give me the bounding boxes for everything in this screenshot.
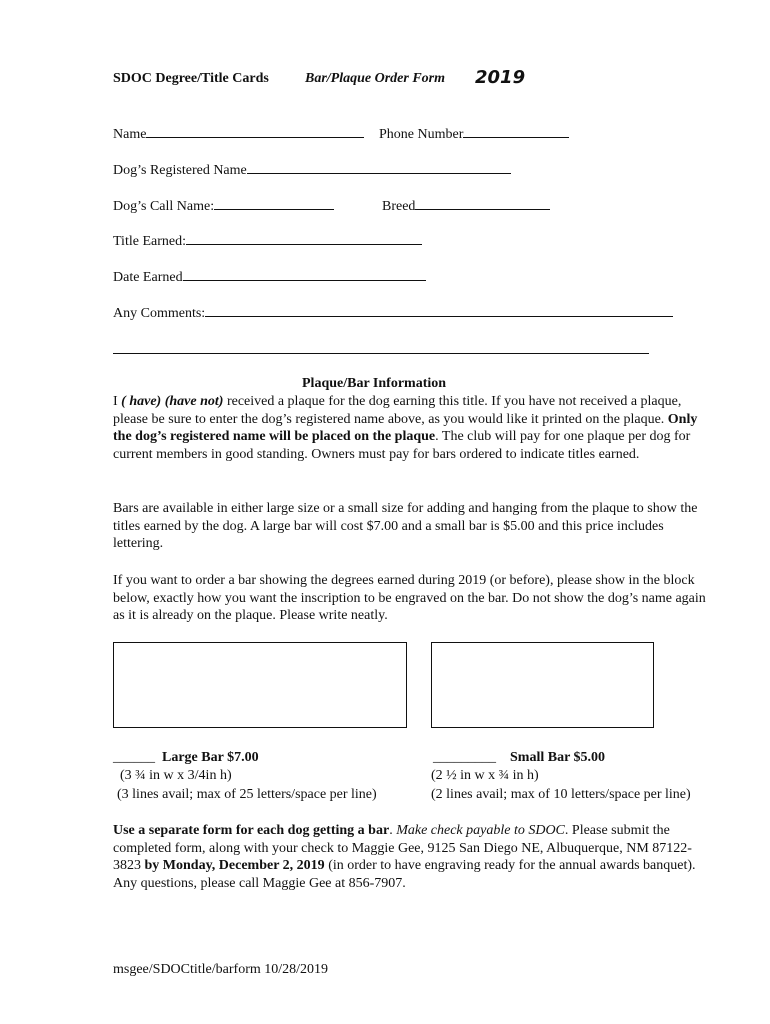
date-earned-label: Date Earned bbox=[113, 270, 183, 285]
call-name-field[interactable] bbox=[214, 198, 334, 210]
breed-row bbox=[382, 198, 550, 215]
comments-field-line-2[interactable] bbox=[113, 353, 649, 354]
registered-name-field[interactable] bbox=[247, 162, 511, 174]
form-year: 2019 bbox=[475, 67, 526, 88]
name-label: Name bbox=[113, 127, 147, 142]
date-earned-field[interactable] bbox=[183, 269, 426, 281]
large-bar-lines: (3 lines avail; max of 25 letters/space per line) bbox=[117, 787, 377, 802]
p1-end: . The club will pay for one plaque per dog for current members in good standing. Owners must pay for bars ordered to indicate titles earned. bbox=[113, 429, 691, 462]
large-bar-size: (3 ¾ in w x 3/4in h) bbox=[120, 768, 232, 783]
closing-bold-2: by Monday, December 2, 2019 bbox=[144, 858, 325, 874]
closing-italic: Make check payable to SDOC bbox=[396, 823, 565, 838]
p1-bold: Only the dog’s registered name will be placed on the plaque bbox=[113, 411, 698, 445]
breed-field[interactable] bbox=[415, 198, 550, 210]
closing-text-1: . Please submit the completed form, along with your check to Maggie Gee, 9125 San Diego NE, Albuquerque, NM 87122-3823 bbox=[113, 823, 692, 874]
name-field[interactable] bbox=[146, 126, 364, 138]
info-paragraph-1 bbox=[113, 393, 708, 463]
comments-row bbox=[113, 305, 673, 322]
phone-row bbox=[379, 126, 569, 143]
small-bar-label: Small Bar $5.00 bbox=[510, 750, 606, 765]
p1-start: I bbox=[113, 394, 122, 409]
large-bar-label: Large Bar $7.00 bbox=[162, 750, 259, 765]
footer-text: msgee/SDOCtitle/barform 10/28/2019 bbox=[113, 962, 329, 977]
comments-label: Any Comments: bbox=[113, 306, 206, 321]
date-earned-row bbox=[113, 269, 426, 286]
p1-mid: received a plaque for the dog earning this title. If you have not received a plaque, please be sure to enter the dog’s registered name above, as you would like it printed on the plaque. bbox=[113, 394, 682, 427]
call-name-row bbox=[113, 198, 334, 215]
call-name-label: Dog’s Call Name: bbox=[113, 199, 215, 214]
breed-label: Breed bbox=[382, 199, 416, 214]
small-bar-row bbox=[433, 750, 605, 766]
closing-bold-1: Use a separate form for each dog getting a bar bbox=[113, 823, 390, 838]
form-title: SDOC Degree/Title Cards bbox=[113, 71, 269, 86]
comments-field[interactable] bbox=[205, 305, 673, 317]
closing-text-2: (in order to have engraving ready for the annual awards banquet). Any questions, please call Maggie Gee at 856-7907. bbox=[113, 858, 696, 891]
name-row bbox=[113, 126, 364, 143]
registered-name-label: Dog’s Registered Name bbox=[113, 163, 247, 178]
closing-paragraph bbox=[113, 822, 708, 892]
phone-field[interactable] bbox=[463, 126, 569, 138]
info-heading: Plaque/Bar Information bbox=[302, 376, 447, 391]
small-bar-size: (2 ½ in w x ¾ in h) bbox=[431, 768, 539, 783]
large-bar-blank[interactable]: ______ bbox=[113, 750, 155, 765]
closing-dot: . bbox=[389, 823, 397, 838]
have-have-not-text: ( have) (have not) bbox=[121, 394, 224, 409]
title-earned-field[interactable] bbox=[186, 233, 422, 245]
phone-label: Phone Number bbox=[379, 127, 464, 142]
form-name: Bar/Plaque Order Form bbox=[305, 71, 446, 86]
small-bar-inscription-box[interactable] bbox=[431, 642, 654, 728]
small-bar-lines: (2 lines avail; max of 10 letters/space per line) bbox=[431, 787, 691, 802]
title-earned-row bbox=[113, 233, 422, 250]
small-bar-blank[interactable]: _________ bbox=[433, 750, 496, 765]
large-bar-row bbox=[113, 750, 259, 766]
info-paragraph-2: Bars are available in either large size or a small size for adding and hanging from the plaque to show the titles earned by the dog. A large bar will cost $7.00 and a small bar is $5.00 and this price includes lettering. bbox=[113, 501, 698, 552]
registered-name-row bbox=[113, 162, 511, 179]
info-paragraph-3: If you want to order a bar showing the degrees earned during 2019 (or before), please show in the block below, exactly how you want the inscription to be engraved on the bar. Do not show the dog’s name again as it is already on the plaque. Please write neatly. bbox=[113, 573, 706, 624]
title-earned-label: Title Earned: bbox=[113, 234, 186, 249]
large-bar-inscription-box[interactable] bbox=[113, 642, 407, 728]
